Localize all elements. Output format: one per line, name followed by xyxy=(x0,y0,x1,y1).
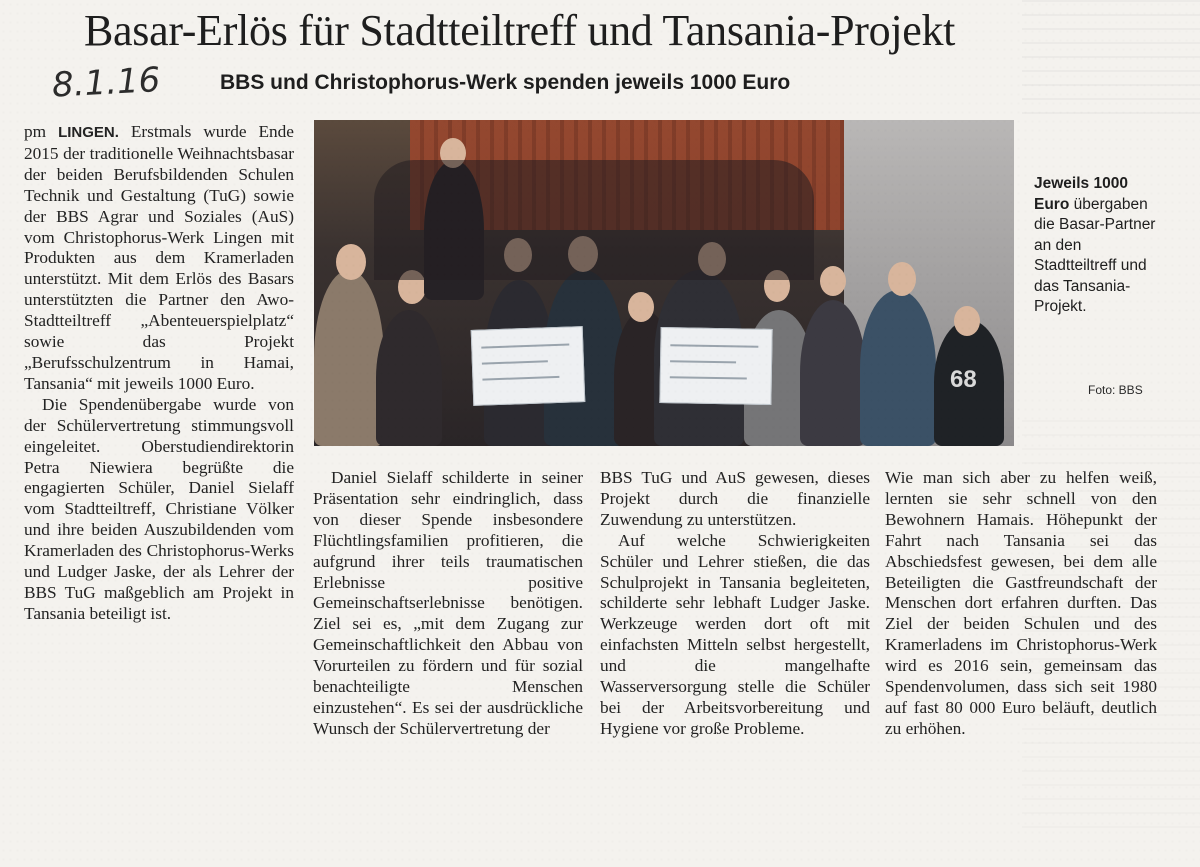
caption-bold: Jeweils 1000 Euro xyxy=(1034,175,1128,213)
paragraph: Wie man sich aber zu helfen weiß, lernten sie sehr schnell von den Bewohnern Hamais. Höhepunkt der Fahrt nach Tansania sei das Abschiedsfest gewesen, bei dem alle Beteiligten die Gastfreundschaft der Menschen dort erfahren durften. Das Ziel der beiden Schulen und des Kramerladens im Christophorus-Werk wird es 2016 sein, gemeinsam das Spendenvolumen, dass sich seit 1980 auf fast 80 000 Euro beläuft, deutlich zu erhöhen. xyxy=(885,468,1157,738)
paragraph: BBS TuG und AuS gewesen, dieses Projekt durch die finanzielle Zuwendung zu unterstützen. xyxy=(600,468,870,529)
paragraph: Die Spendenübergabe wurde von der Schülervertretung stimmungsvoll eingeleitet. Oberstudiendirektorin Petra Niewiera begrüßte die engagierten Schüler, Daniel Sielaff vom Stadtteiltreff, Christiane Völker und ihre beiden Auszubildenden vom Kramerladen des Christophorus-Werks und Ludger Jaske, der als Lehrer der BBS TuG maßgeblich am Projekt in Tansania beteiligt ist. xyxy=(24,394,294,623)
donation-check-left xyxy=(471,326,586,406)
group-photo xyxy=(314,120,1014,446)
paragraph: Daniel Sielaff schilderte in seiner Präsentation sehr eindringlich, dass von dieser Spende insbesondere Flüchtlingsfamilien profitieren, die aufgrund ihrer teils traumatischen Erlebnisse positive Gemeinschaftserlebnisse benötigen. Ziel sei es, „mit dem Zugang zur Gemeinschaftlichkeit den Abbau von Vorurteilen zu fördern und für sozial benachteiligte Menschen einzustehen“. Es sei der ausdrückliche Wunsch der Schülervertretung der xyxy=(313,468,583,738)
donation-check-right xyxy=(659,327,772,405)
lead-paragraph xyxy=(24,122,294,395)
article-column-3 xyxy=(600,468,870,740)
article-column-1 xyxy=(24,122,294,625)
article-column-2 xyxy=(313,468,583,740)
photo-credit: Foto: BBS xyxy=(1088,383,1143,397)
dateline: LINGEN. xyxy=(58,124,119,141)
paragraph-text: Erstmals wurde Ende 2015 der traditionelle Weihnachtsbasar der beiden Berufsbildenden Schulen Technik und Gestaltung (TuG) sowie der BBS Agrar und Soziales (AuS) vom Christophorus-Werk Lingen mit Produkten aus dem Kramerladen unterstützt. Mit dem Erlös des Basars unterstützten die Partner den Awo-Stadtteiltreff „Abenteuerspielplatz“ sowie das Projekt „Berufsschulzentrum in Hamai, Tansania“ mit jeweils 1000 Euro. xyxy=(24,122,294,393)
author-initials: pm xyxy=(24,122,47,141)
handwritten-date: 8.1.16 xyxy=(51,60,162,106)
article-column-4 xyxy=(885,468,1157,740)
photo-caption xyxy=(1034,174,1164,318)
article-subheadline: BBS und Christophorus-Werk spenden jeweils 1000 Euro xyxy=(220,71,791,94)
caption-text: übergaben die Basar-Partner an den Stadtteiltreff und das Tansania-Projekt. xyxy=(1034,195,1156,315)
paragraph: Auf welche Schwierigkeiten Schüler und Lehrer stießen, die das Schulprojekt in Tansania begleiteten, schilderte sehr lebhaft Ludger Jaske. Werkzeuge werden dort oft mit einfachsten Mitteln selbst hergestellt, und die mangelhafte Wasserversorgung stelle die Schüler bei der Arbeitsvorbereitung und Hygiene vor große Probleme. xyxy=(600,530,870,738)
jersey-number: 68 xyxy=(950,366,977,393)
article-headline: Basar-Erlös für Stadtteiltreff und Tansania-Projekt xyxy=(84,6,956,55)
